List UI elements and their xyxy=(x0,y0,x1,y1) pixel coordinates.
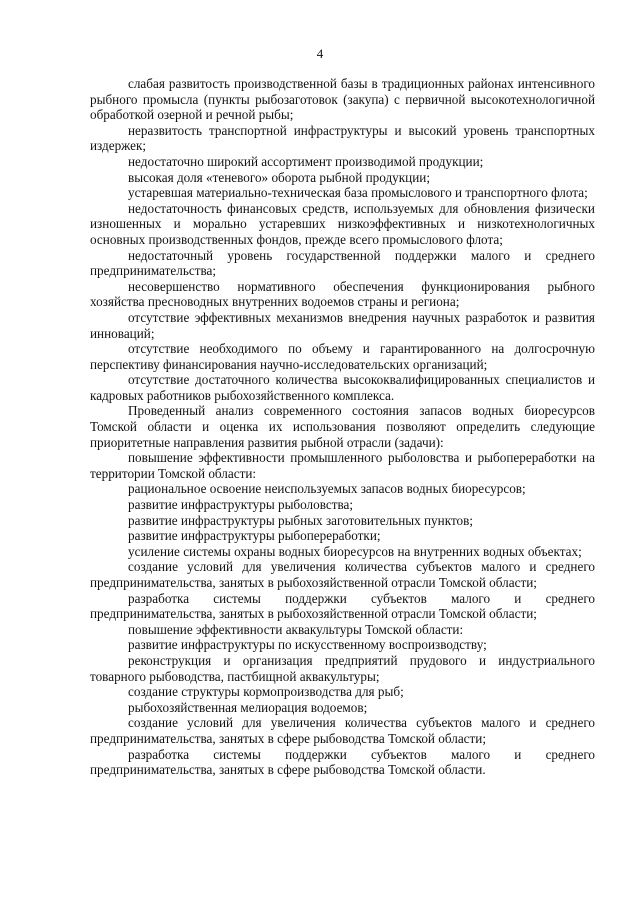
page-number: 4 xyxy=(316,46,324,61)
paragraph: недостаточный уровень государственной поддержки малого и среднего предпринимательства; xyxy=(90,247,595,279)
paragraph: недостаточно широкий ассортимент производимой продукции; xyxy=(128,153,484,169)
paragraph: повышение эффективности промышленного рыболовства и рыбопереработки на территории Томской области: xyxy=(90,450,595,481)
paragraph: неразвитость транспортной инфраструктуры и высокий уровень транспортных издержек; xyxy=(90,122,595,154)
paragraph: разработка системы поддержки субъектов малого и среднего предпринимательства, занятых в сфере рыбоводства Томской области. xyxy=(90,746,595,778)
paragraph: рациональное освоение неиспользуемых запасов водных биоресурсов; xyxy=(128,481,526,497)
paragraph: отсутствие эффективных механизмов внедрения научных разработок и развития инноваций; xyxy=(90,309,595,341)
document-body xyxy=(90,76,595,778)
paragraph: недостаточность финансовых средств, используемых для обновления физически изношенных и морально устаревших низкоэффективных и низкотехнологичных основных производственных фондов, прежде всего промыслового флота; xyxy=(90,200,595,247)
paragraph: создание условий для увеличения количества субъектов малого и среднего предпринимательства, занятых в сфере рыбоводства Томской области; xyxy=(90,715,595,746)
paragraph: развитие инфраструктуры рыбопереработки; xyxy=(128,528,381,544)
paragraph: создание структуры кормопроизводства для рыб; xyxy=(128,684,404,700)
paragraph: отсутствие необходимого по объему и гарантированного на долгосрочную перспективу финансирования научно-исследовательских организаций; xyxy=(90,341,595,372)
paragraph: высокая доля «теневого» оборота рыбной продукции; xyxy=(128,169,431,185)
paragraph: повышение эффективности аквакультуры Томской области: xyxy=(128,621,464,637)
paragraph: создание условий для увеличения количества субъектов малого и среднего предпринимательства, занятых в рыбохозяйственной отрасли Томской области; xyxy=(90,559,595,590)
paragraph: Проведенный анализ современного состояния запасов водных биоресурсов Томской области и оценка их использования позволяют определить следующие приоритетные направления развития рыбной отрасли (задачи): xyxy=(90,403,595,450)
paragraph: разработка системы поддержки субъектов малого и среднего предпринимательства, занятых в рыбохозяйственной отрасли Томской области; xyxy=(90,590,595,622)
paragraph: рыбохозяйственная мелиорация водоемов; xyxy=(128,699,368,715)
paragraph: развитие инфраструктуры рыбных заготовительных пунктов; xyxy=(128,512,474,528)
paragraph: устаревшая материально-техническая база промыслового и транспортного флота; xyxy=(128,185,588,201)
paragraph: реконструкция и организация предприятий прудового и индустриального товарного рыбоводства, пастбищной аквакультуры; xyxy=(90,652,595,684)
paragraph: несовершенство нормативного обеспечения функционирования рыбного хозяйства пресноводных внутренних водоемов страны и региона; xyxy=(90,278,595,310)
paragraph: развитие инфраструктуры рыболовства; xyxy=(128,497,354,513)
paragraph: слабая развитость производственной базы в традиционных районах интенсивного рыбного промысла (пункты рыбозаготовок (закупа) с первичной высокотехнологичной обработкой озерной и речной рыбы; xyxy=(90,76,595,123)
paragraph: отсутствие достаточного количества высококвалифицированных специалистов и кадровых работников рыбохозяйственного комплекса. xyxy=(90,372,595,403)
paragraph: усиление системы охраны водных биоресурсов на внутренних водных объектах; xyxy=(128,543,582,559)
paragraph: развитие инфраструктуры по искусственному воспроизводству; xyxy=(128,637,487,653)
